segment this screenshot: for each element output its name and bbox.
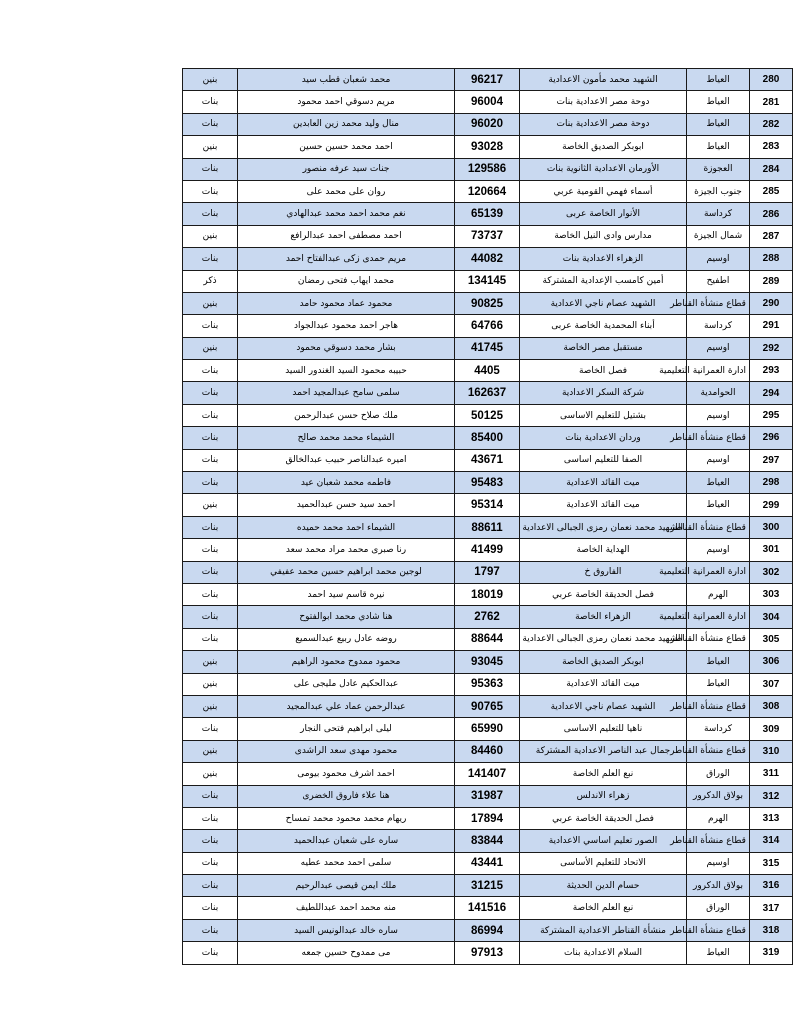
gender-cell: بنات (183, 785, 238, 807)
student-name-cell: روضه عادل ربيع عبدالسميع (238, 628, 455, 650)
school-cell: أمين كامسب الإعدادية المشتركة (520, 270, 687, 292)
row-number-cell: 301 (750, 539, 793, 561)
school-cell: الصور تعليم اساسي الاعدادية (520, 830, 687, 852)
school-cell: الاتحاد للتعليم الأساسى (520, 852, 687, 874)
row-number-cell: 280 (750, 69, 793, 91)
gender-cell: بنات (183, 628, 238, 650)
student-name-cell: ليلى ابراهيم فتحى النجار (238, 718, 455, 740)
seat-code-cell: 90765 (455, 695, 520, 717)
table-row (183, 919, 793, 941)
gender-cell: بنات (183, 942, 238, 964)
table-row (183, 785, 793, 807)
row-number-cell: 314 (750, 830, 793, 852)
student-name-cell: ملك ايمن قيصى عبدالرحيم (238, 875, 455, 897)
gender-cell: بنات (183, 203, 238, 225)
row-number-cell: 313 (750, 807, 793, 829)
school-cell: مدارس وادى النيل الخاصة (520, 225, 687, 247)
gender-cell: بنات (183, 852, 238, 874)
district-cell: كرداسة (687, 718, 750, 740)
gender-cell: بنات (183, 539, 238, 561)
district-cell: العياط (687, 91, 750, 113)
row-number-cell: 286 (750, 203, 793, 225)
seat-code-cell: 18019 (455, 583, 520, 605)
student-name-cell: منه محمد احمد عبداللطيف (238, 897, 455, 919)
school-cell: الصفا للتعليم اساسى (520, 449, 687, 471)
seat-code-cell: 96217 (455, 69, 520, 91)
school-cell: بشتيل للتعليم الاساسى (520, 404, 687, 426)
school-cell: نبع العلم الخاصة (520, 897, 687, 919)
seat-code-cell: 96004 (455, 91, 520, 113)
seat-code-cell: 141407 (455, 763, 520, 785)
row-number-cell: 305 (750, 628, 793, 650)
row-number-cell: 294 (750, 382, 793, 404)
row-number-cell: 293 (750, 360, 793, 382)
student-name-cell: لوجين محمد ابراهيم حسين محمد عفيفي (238, 561, 455, 583)
row-number-cell: 284 (750, 158, 793, 180)
student-name-cell: هاجر احمد محمود عبدالجواد (238, 315, 455, 337)
district-cell: الوراق (687, 897, 750, 919)
gender-cell: بنات (183, 449, 238, 471)
row-number-cell: 295 (750, 404, 793, 426)
table-row (183, 740, 793, 762)
student-name-cell: اميره عبدالناصر حبيب عبدالخالق (238, 449, 455, 471)
school-cell: الفاروق خ (520, 561, 687, 583)
seat-code-cell: 17894 (455, 807, 520, 829)
row-number-cell: 311 (750, 763, 793, 785)
table-row (183, 763, 793, 785)
row-number-cell: 319 (750, 942, 793, 964)
seat-code-cell: 97913 (455, 942, 520, 964)
table-row (183, 628, 793, 650)
table-row (183, 158, 793, 180)
table-row (183, 292, 793, 314)
gender-cell: بنات (183, 807, 238, 829)
seat-code-cell: 65139 (455, 203, 520, 225)
seat-code-cell: 141516 (455, 897, 520, 919)
student-name-cell: جنات سيد عرفه منصور (238, 158, 455, 180)
student-name-cell: نيره قاسم سيد احمد (238, 583, 455, 605)
student-name-cell: بشار محمد دسوقي محمود (238, 337, 455, 359)
table-row (183, 427, 793, 449)
school-cell: جمال عبد الناصر الاعدادية المشتركة (520, 740, 687, 762)
seat-code-cell: 88644 (455, 628, 520, 650)
gender-cell: بنات (183, 91, 238, 113)
row-number-cell: 296 (750, 427, 793, 449)
student-name-cell: عبدالرحمن عماد علي عبدالمجيد (238, 695, 455, 717)
district-cell: العياط (687, 494, 750, 516)
seat-code-cell: 162637 (455, 382, 520, 404)
school-cell: الأنوار الخاصة عربى (520, 203, 687, 225)
table-row (183, 69, 793, 91)
row-number-cell: 283 (750, 136, 793, 158)
table-row (183, 404, 793, 426)
student-name-cell: سلمى سامح عبدالمجيد احمد (238, 382, 455, 404)
row-number-cell: 316 (750, 875, 793, 897)
table-row (183, 942, 793, 964)
student-name-cell: احمد محمد حسين حسين (238, 136, 455, 158)
school-cell: فصل الخاصة (520, 360, 687, 382)
district-cell: جنوب الجيزة (687, 180, 750, 202)
row-number-cell: 289 (750, 270, 793, 292)
school-cell: الشهيد محمد نعمان رمزى الجبالى الاعدادية (520, 516, 687, 538)
district-cell: الوراق (687, 763, 750, 785)
student-name-cell: حبيبه محمود السيد الغندور السيد (238, 360, 455, 382)
district-cell: قطاع منشأة القناطر (687, 292, 750, 314)
table-row (183, 852, 793, 874)
table-row (183, 472, 793, 494)
school-cell: الشهيد عصام ناجي الاعدادية (520, 695, 687, 717)
row-number-cell: 291 (750, 315, 793, 337)
student-name-cell: منال وليد محمد زين العابدين (238, 113, 455, 135)
student-name-cell: محمود مهدى سعد الراشدى (238, 740, 455, 762)
school-cell: ناهيا للتعليم الاساسى (520, 718, 687, 740)
district-cell: اطفيح (687, 270, 750, 292)
table-row (183, 539, 793, 561)
row-number-cell: 312 (750, 785, 793, 807)
seat-code-cell: 86994 (455, 919, 520, 941)
seat-code-cell: 85400 (455, 427, 520, 449)
student-name-cell: ملك صلاح حسن عبدالرحمن (238, 404, 455, 426)
row-number-cell: 304 (750, 606, 793, 628)
gender-cell: بنين (183, 673, 238, 695)
seat-code-cell: 73737 (455, 225, 520, 247)
row-number-cell: 306 (750, 651, 793, 673)
school-cell: ميت القائد الاعدادية (520, 494, 687, 516)
student-name-cell: ساره على شعبان عبدالحميد (238, 830, 455, 852)
student-name-cell: احمد مصطفى احمد عبدالرافع (238, 225, 455, 247)
row-number-cell: 307 (750, 673, 793, 695)
gender-cell: بنات (183, 158, 238, 180)
gender-cell: بنات (183, 875, 238, 897)
row-number-cell: 300 (750, 516, 793, 538)
seat-code-cell: 4405 (455, 360, 520, 382)
student-name-cell: روان على محمد على (238, 180, 455, 202)
seat-code-cell: 95314 (455, 494, 520, 516)
table-row (183, 270, 793, 292)
gender-cell: بنات (183, 404, 238, 426)
seat-code-cell: 90825 (455, 292, 520, 314)
table-row (183, 91, 793, 113)
district-cell: اوسيم (687, 337, 750, 359)
seat-code-cell: 96020 (455, 113, 520, 135)
gender-cell: بنين (183, 292, 238, 314)
school-cell: الشهيد محمد نعمان رمزى الجبالى الاعدادية (520, 628, 687, 650)
gender-cell: بنات (183, 718, 238, 740)
gender-cell: بنات (183, 561, 238, 583)
gender-cell: بنين (183, 651, 238, 673)
district-cell: قطاع منشأة القناطر (687, 628, 750, 650)
row-number-cell: 303 (750, 583, 793, 605)
student-name-cell: هنا علاء فاروق الخضرى (238, 785, 455, 807)
school-cell: دوحة مصر الاعدادية بنات (520, 113, 687, 135)
table-row (183, 606, 793, 628)
school-cell: فصل الحديقة الخاصة عربي (520, 583, 687, 605)
district-cell: ادارة العمرانية التعليمية (687, 561, 750, 583)
school-cell: السلام الاعدادية بنات (520, 942, 687, 964)
table-row (183, 225, 793, 247)
row-number-cell: 282 (750, 113, 793, 135)
row-number-cell: 317 (750, 897, 793, 919)
school-cell: الأورمان الاعدادية الثانوية بنات (520, 158, 687, 180)
student-name-cell: سلمى احمد محمد عطيه (238, 852, 455, 874)
district-cell: العجوزة (687, 158, 750, 180)
gender-cell: بنين (183, 740, 238, 762)
student-name-cell: ريهام محمد محمود محمد تمساح (238, 807, 455, 829)
school-cell: ميت القائد الاعدادية (520, 472, 687, 494)
seat-code-cell: 93045 (455, 651, 520, 673)
district-cell: اوسيم (687, 539, 750, 561)
school-cell: الزهراء الاعدادية بنات (520, 248, 687, 270)
table-row (183, 516, 793, 538)
seat-code-cell: 31987 (455, 785, 520, 807)
table-row (183, 718, 793, 740)
row-number-cell: 288 (750, 248, 793, 270)
school-cell: ميت القائد الاعدادية (520, 673, 687, 695)
gender-cell: بنات (183, 382, 238, 404)
seat-code-cell: 84460 (455, 740, 520, 762)
school-cell: وردان الاعدادية بنات (520, 427, 687, 449)
district-cell: ادارة العمرانية التعليمية (687, 606, 750, 628)
gender-cell: بنات (183, 583, 238, 605)
table-row (183, 360, 793, 382)
district-cell: ادارة العمرانية التعليمية (687, 360, 750, 382)
seat-code-cell: 95363 (455, 673, 520, 695)
school-cell: شركة السكر الاعدادية (520, 382, 687, 404)
seat-code-cell: 44082 (455, 248, 520, 270)
row-number-cell: 292 (750, 337, 793, 359)
district-cell: العياط (687, 69, 750, 91)
seat-code-cell: 43441 (455, 852, 520, 874)
row-number-cell: 309 (750, 718, 793, 740)
table-row (183, 449, 793, 471)
school-cell: ابوبكر الصديق الخاصة (520, 136, 687, 158)
school-cell: الشهيد محمد مأمون الاعدادية (520, 69, 687, 91)
gender-cell: بنين (183, 494, 238, 516)
school-cell: الشهيد عصام ناجي الاعدادية (520, 292, 687, 314)
school-cell: فصل الحديقة الخاصة عربي (520, 807, 687, 829)
district-cell: الهرم (687, 807, 750, 829)
row-number-cell: 308 (750, 695, 793, 717)
seat-code-cell: 129586 (455, 158, 520, 180)
student-name-cell: محمد شعبان قطب سيد (238, 69, 455, 91)
district-cell: اوسيم (687, 449, 750, 471)
school-cell: مستقبل مصر الخاصة (520, 337, 687, 359)
seat-code-cell: 134145 (455, 270, 520, 292)
district-cell: اوسيم (687, 248, 750, 270)
table-row (183, 337, 793, 359)
student-name-cell: الشيماء احمد محمد حميده (238, 516, 455, 538)
student-name-cell: محمود عماد محمود حامد (238, 292, 455, 314)
table-row (183, 830, 793, 852)
student-name-cell: فاطمه محمد شعبان عيد (238, 472, 455, 494)
gender-cell: بنات (183, 315, 238, 337)
row-number-cell: 318 (750, 919, 793, 941)
school-cell: زهراء الاندلس (520, 785, 687, 807)
gender-cell: بنين (183, 337, 238, 359)
gender-cell: بنات (183, 472, 238, 494)
district-cell: قطاع منشأة القناطر (687, 740, 750, 762)
table-row (183, 113, 793, 135)
school-cell: دوحة مصر الاعدادية بنات (520, 91, 687, 113)
student-name-cell: مى ممدوح حسين جمعه (238, 942, 455, 964)
student-name-cell: نغم محمد احمد محمد عبدالهادي (238, 203, 455, 225)
seat-code-cell: 88611 (455, 516, 520, 538)
students-table-body (183, 69, 793, 965)
school-cell: منشأة القناطر الاعدادية المشتركة (520, 919, 687, 941)
table-row (183, 897, 793, 919)
seat-code-cell: 64766 (455, 315, 520, 337)
row-number-cell: 287 (750, 225, 793, 247)
row-number-cell: 298 (750, 472, 793, 494)
gender-cell: بنات (183, 830, 238, 852)
seat-code-cell: 41499 (455, 539, 520, 561)
district-cell: قطاع منشأة القناطر (687, 427, 750, 449)
gender-cell: بنين (183, 225, 238, 247)
school-cell: أسماء فهمي القومية عربي (520, 180, 687, 202)
district-cell: اوسيم (687, 404, 750, 426)
table-row (183, 203, 793, 225)
gender-cell: بنين (183, 136, 238, 158)
district-cell: كرداسة (687, 315, 750, 337)
district-cell: العياط (687, 472, 750, 494)
gender-cell: بنات (183, 360, 238, 382)
table-row (183, 583, 793, 605)
school-cell: الزهراء الخاصة (520, 606, 687, 628)
seat-code-cell: 93028 (455, 136, 520, 158)
district-cell: بولاق الدكرور (687, 785, 750, 807)
row-number-cell: 302 (750, 561, 793, 583)
student-name-cell: هنا شادي محمد ابوالفتوح (238, 606, 455, 628)
table-row (183, 673, 793, 695)
row-number-cell: 285 (750, 180, 793, 202)
gender-cell: بنات (183, 113, 238, 135)
seat-code-cell: 65990 (455, 718, 520, 740)
student-name-cell: احمد اشرف محمود بيومى (238, 763, 455, 785)
gender-cell: بنات (183, 248, 238, 270)
gender-cell: بنين (183, 69, 238, 91)
student-name-cell: عبدالحكيم عادل مليجى على (238, 673, 455, 695)
student-name-cell: مريم دسوقي احمد محمود (238, 91, 455, 113)
row-number-cell: 315 (750, 852, 793, 874)
school-cell: حسام الدين الحديثة (520, 875, 687, 897)
school-cell: أبناء المحمدية الخاصة عربى (520, 315, 687, 337)
table-row (183, 494, 793, 516)
table-row (183, 382, 793, 404)
seat-code-cell: 2762 (455, 606, 520, 628)
gender-cell: بنات (183, 606, 238, 628)
seat-code-cell: 50125 (455, 404, 520, 426)
seat-code-cell: 83844 (455, 830, 520, 852)
table-row (183, 695, 793, 717)
district-cell: الحوامدية (687, 382, 750, 404)
row-number-cell: 297 (750, 449, 793, 471)
gender-cell: بنات (183, 427, 238, 449)
school-cell: نبع العلم الخاصة (520, 763, 687, 785)
gender-cell: بنات (183, 919, 238, 941)
seat-code-cell: 31215 (455, 875, 520, 897)
district-cell: قطاع منشأة القناطر (687, 516, 750, 538)
student-name-cell: مريم حمدى زكى عبدالفتاح احمد (238, 248, 455, 270)
district-cell: قطاع منشأة القناطر (687, 919, 750, 941)
district-cell: العياط (687, 673, 750, 695)
district-cell: اوسيم (687, 852, 750, 874)
gender-cell: بنين (183, 695, 238, 717)
table-row (183, 807, 793, 829)
district-cell: شمال الجيزة (687, 225, 750, 247)
school-cell: ابوبكر الصديق الخاصة (520, 651, 687, 673)
district-cell: قطاع منشأة القناطر (687, 695, 750, 717)
student-name-cell: احمد سيد حسن عبدالحميد (238, 494, 455, 516)
district-cell: العياط (687, 942, 750, 964)
district-cell: الهرم (687, 583, 750, 605)
district-cell: العياط (687, 651, 750, 673)
student-name-cell: محمود ممدوح محمود الراهيم (238, 651, 455, 673)
gender-cell: بنات (183, 180, 238, 202)
gender-cell: بنين (183, 763, 238, 785)
student-name-cell: محمد ايهاب فتحى رمضان (238, 270, 455, 292)
row-number-cell: 281 (750, 91, 793, 113)
seat-code-cell: 43671 (455, 449, 520, 471)
district-cell: العياط (687, 136, 750, 158)
table-row (183, 315, 793, 337)
seat-code-cell: 95483 (455, 472, 520, 494)
district-cell: قطاع منشأة القناطر (687, 830, 750, 852)
gender-cell: ذكر (183, 270, 238, 292)
student-name-cell: الشيماء محمد محمد صالح (238, 427, 455, 449)
row-number-cell: 310 (750, 740, 793, 762)
district-cell: العياط (687, 113, 750, 135)
row-number-cell: 290 (750, 292, 793, 314)
row-number-cell: 299 (750, 494, 793, 516)
seat-code-cell: 1797 (455, 561, 520, 583)
table-row (183, 875, 793, 897)
seat-code-cell: 120664 (455, 180, 520, 202)
gender-cell: بنات (183, 516, 238, 538)
table-row (183, 248, 793, 270)
district-cell: بولاق الدكرور (687, 875, 750, 897)
gender-cell: بنات (183, 897, 238, 919)
district-cell: كرداسة (687, 203, 750, 225)
table-row (183, 651, 793, 673)
table-row (183, 561, 793, 583)
students-table (182, 68, 793, 965)
student-name-cell: رنا صبرى محمد مراد محمد سعد (238, 539, 455, 561)
table-row (183, 136, 793, 158)
student-name-cell: ساره خالد عبدالونيس السيد (238, 919, 455, 941)
school-cell: الهداية الخاصة (520, 539, 687, 561)
seat-code-cell: 41745 (455, 337, 520, 359)
table-row (183, 180, 793, 202)
